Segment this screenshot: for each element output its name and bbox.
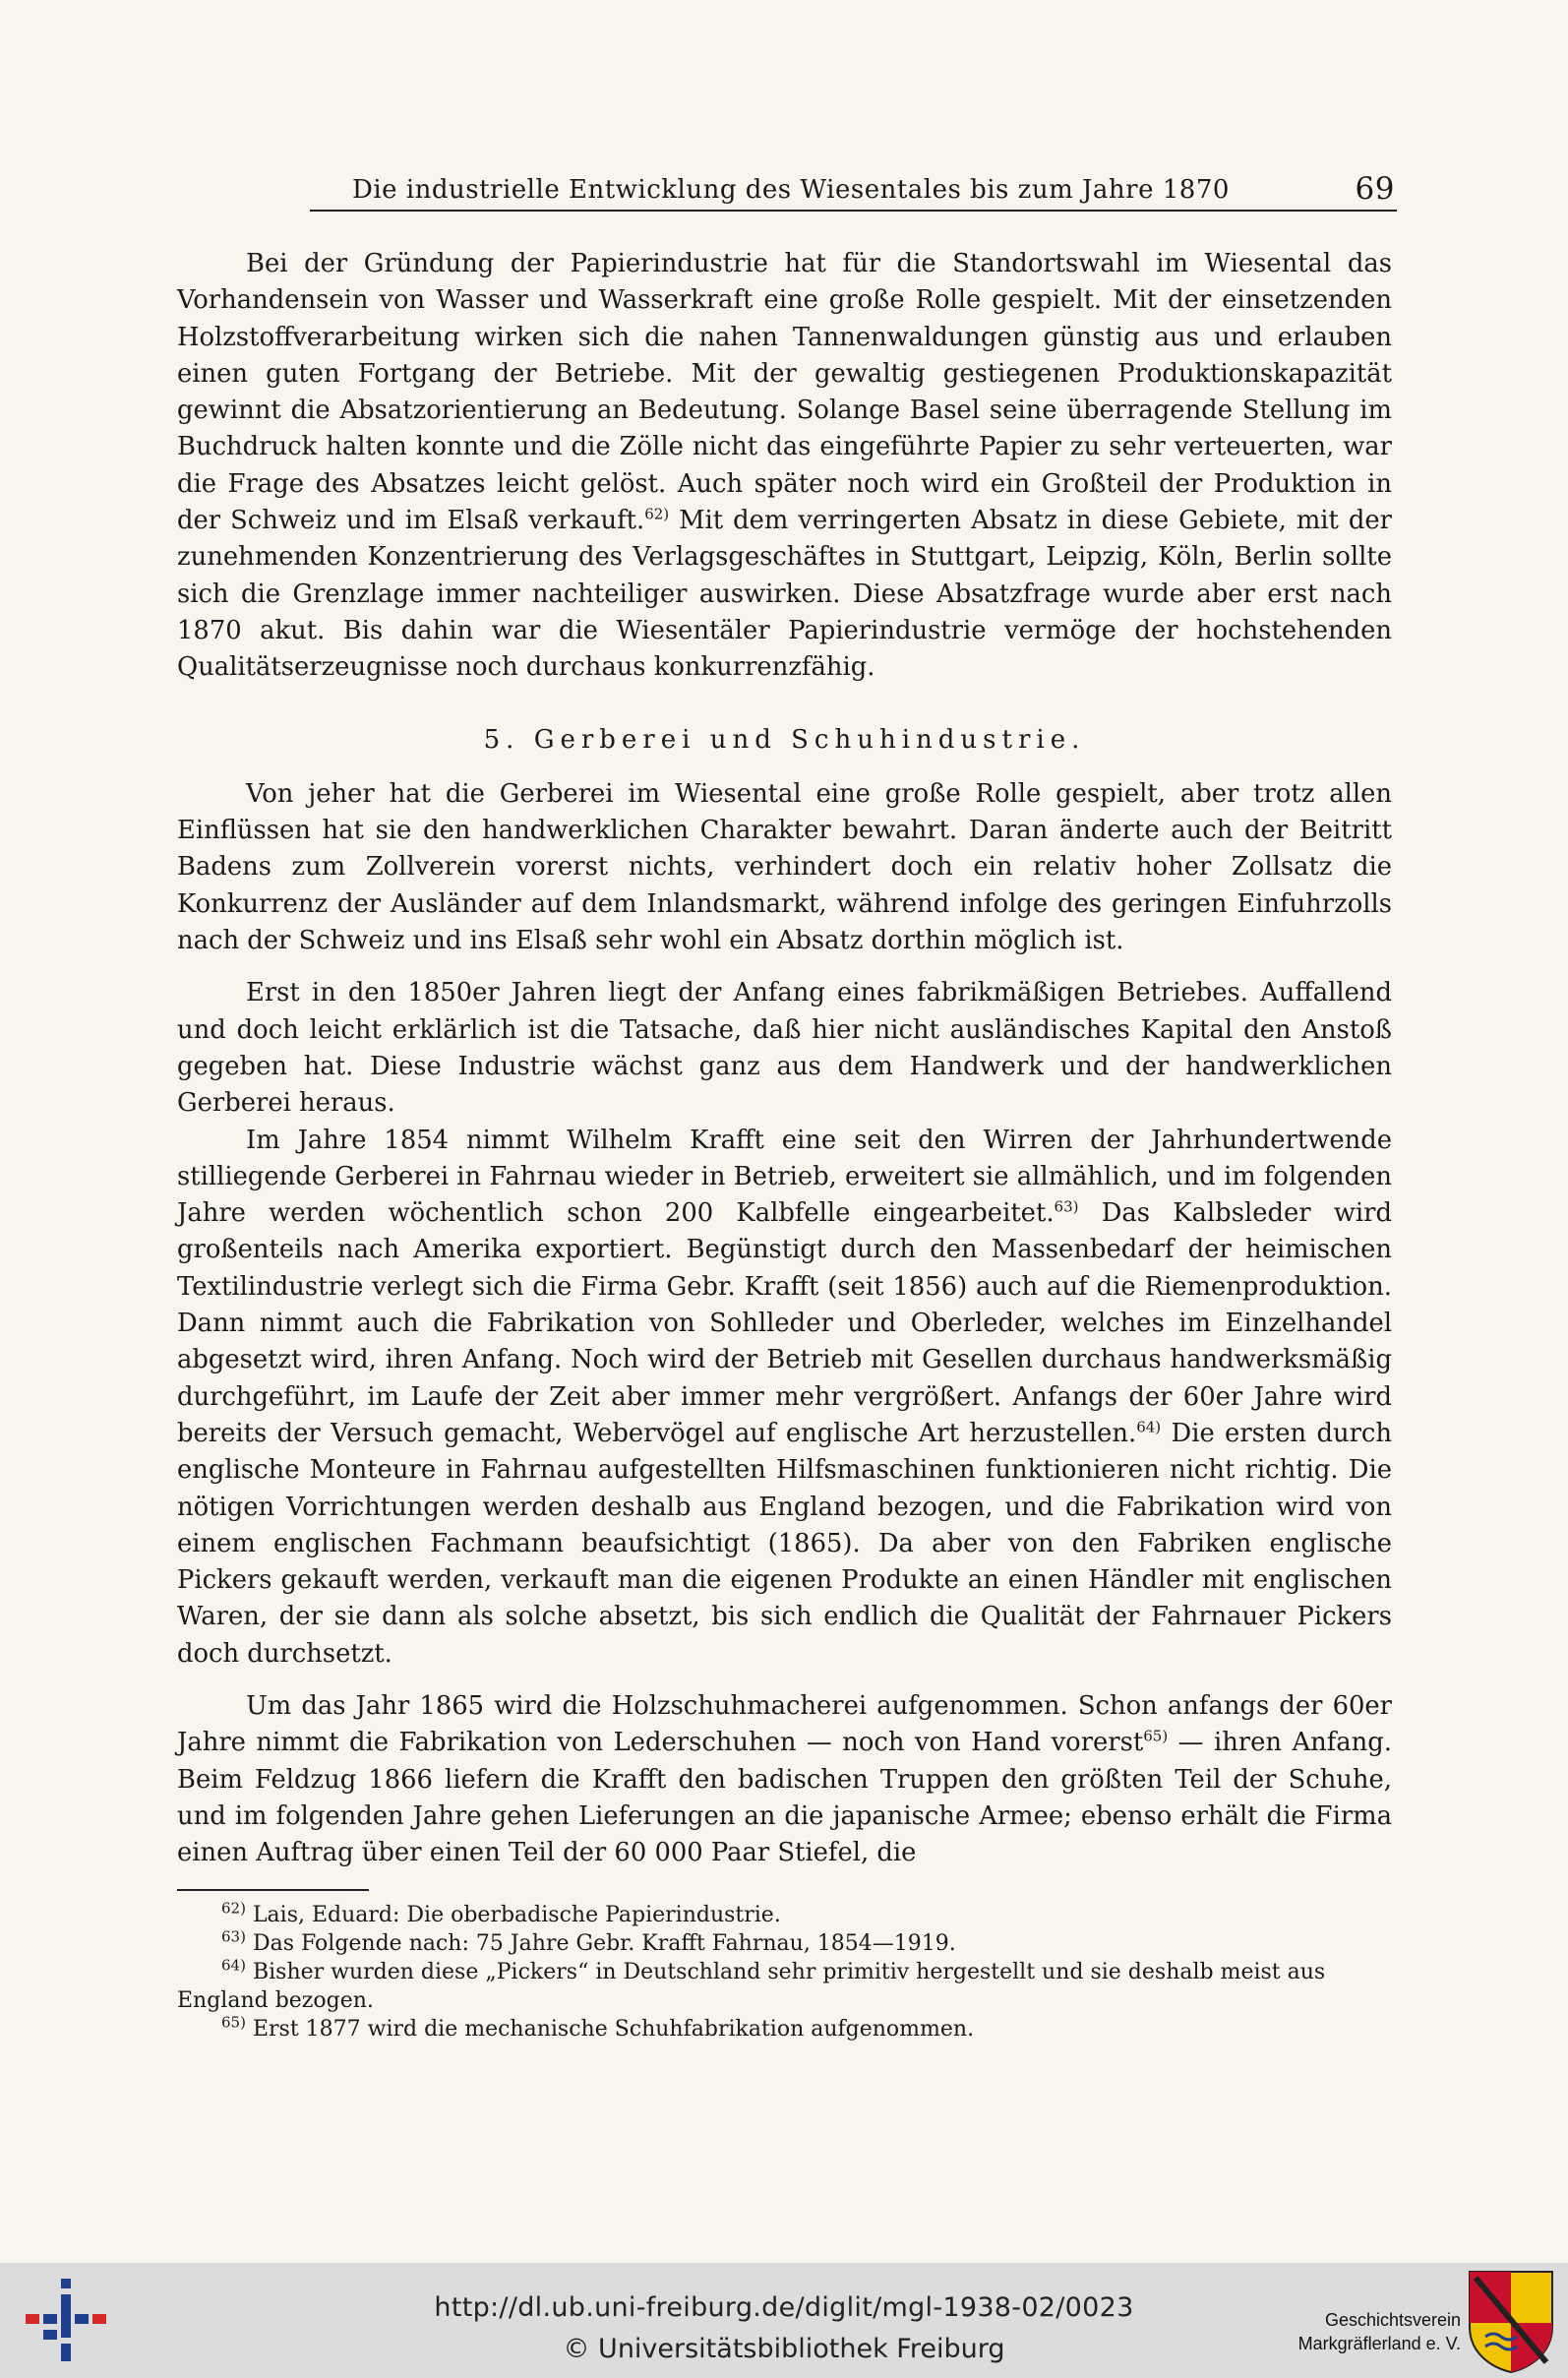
paragraph-text: Bei der Gründung der Papierindustrie hat für die Standortswahl im Wiesental das Vorhandensein von Wasser und Wasserkraft eine große Rolle gespielt. Mit der einsetzenden Holzstoffverarbeitung wirken sich die nahen Tannenwaldungen günstig aus und erlauben einen guten Fortgang der Betriebe. Mit der gewaltig gestiegenen Produktionskapazität gewinnt die Absatzorientierung an Bedeutung. Solange Basel seine überragende Stellung im Buchdruck halten konnte und die Zölle nicht das eingeführte Papier zu sehr verteuerten, war die Frage des Absatzes leicht gelöst. Auch später noch wird ein Großteil der Produktion in der Schweiz und im Elsaß verkauft.	[177, 249, 1392, 536]
paragraph	[177, 1688, 1392, 1871]
paragraph	[177, 1123, 1392, 1673]
paragraph-text: Mit dem verringerten Absatz in diese Gebiete, mit der zunehmenden Konzentrierung des Verlagsgeschäftes in Stuttgart, Leipzig, Köln, Berlin sollte sich die Grenzlage immer nachteiliger auswirken. Diese Absatzfrage wurde aber erst nach 1870 akut. Bis dahin war die Wiesentäler Papierindustrie vermöge der hochstehenden Qualitätserzeugnisse noch durchaus konkurrenzfähig.	[177, 506, 1392, 683]
header-rule	[310, 210, 1397, 212]
body-text	[177, 246, 1392, 1871]
paragraph	[177, 246, 1392, 687]
footnote-rule	[177, 1889, 369, 1891]
running-title: Die industrielle Entwicklung des Wiesentales bis zum Jahre 1870	[352, 175, 1230, 205]
footnote	[177, 1929, 1392, 1958]
page-number: 69	[1355, 171, 1395, 207]
footnote-ref: 65)	[1143, 1727, 1169, 1745]
permalink-url[interactable]: http://dl.ub.uni-freiburg.de/diglit/mgl-1938-02/0023	[434, 2292, 1134, 2323]
coat-of-arms-icon	[1466, 2268, 1556, 2374]
paragraph-text: Um das Jahr 1865 wird die Holzschuhmacherei aufgenommen. Schon anfangs der 60er Jahre nimmt die Fabrikation von Lederschuhen — noch von Hand vorerst	[177, 1690, 1392, 1758]
paragraph: Erst in den 1850er Jahren liegt der Anfang eines fabrikmäßigen Betriebes. Auffallend und doch leicht erklärlich ist die Tatsache, daß hier nicht ausländisches Kapital den Anstoß gegeben hat. Diese Industrie wächst ganz aus dem Handwerk und der handwerklichen Gerberei heraus.	[177, 978, 1392, 1119]
paragraph-text: Das Kalbsleder wird großenteils nach Amerika exportiert. Begünstigt durch den Massenbedarf der heimischen Textilindustrie verlegt sich die Firma Gebr. Krafft (seit 1856) auch auf die Riemenproduktion. Dann nimmt auch die Fabrikation von Sohlleder und Oberleder, welches im Einzelhandel abgesetzt wird, ihren Anfang. Noch wird der Betrieb mit Gesellen durchaus handwerksmäßig durchgeführt, im Laufe der Zeit aber immer mehr vergrößert. Anfangs der 60er Jahre wird bereits der Versuch gemacht, Webervögel auf englische Art herzustellen.	[177, 1198, 1392, 1448]
footnote-ref: 64)	[1136, 1418, 1162, 1436]
footnote	[177, 1958, 1392, 2015]
society-line: Geschichtsverein	[1324, 2310, 1461, 2330]
society-name	[1244, 2308, 1461, 2355]
footnotes	[177, 1901, 1392, 2043]
footnote-ref: 62)	[644, 505, 670, 523]
paragraph: Von jeher hat die Gerberei im Wiesental eine große Rolle gespielt, aber trotz allen Einflüssen hat sie den handwerklichen Charakter bewahrt. Daran änderte auch der Beitritt Badens zum Zollverein vorerst nichts, verhindert doch ein relativ hoher Zollsatz die Konkurrenz der Ausländer auf dem Inlandsmarkt, während infolge des geringen Einfuhrzolls nach der Schweiz und ins Elsaß sehr wohl ein Absatz dorthin möglich ist.	[177, 778, 1392, 956]
footnote-text: Lais, Eduard: Die oberbadische Papierindustrie.	[245, 1903, 781, 1927]
footnote	[177, 1901, 1392, 1929]
section-heading: 5. Gerberei und Schuhindustrie.	[483, 724, 1086, 755]
footnote	[177, 2015, 1392, 2043]
footnote-text: Bisher wurden diese „Pickers“ in Deutschland sehr primitiv hergestellt und sie deshalb meist aus England bezogen.	[177, 1960, 1326, 2013]
paragraph-text: Die ersten durch englische Monteure in Fahrnau aufgestellten Hilfsmaschinen funktionieren nicht richtig. Die nötigen Vorrichtungen werden deshalb aus England bezogen, und die Fabrikation wird von einem englischen Fachmann beaufsichtigt (1865). Da aber von den Fabriken englische Pickers gekauft werden, verkauft man die eigenen Produkte an einen Händler mit englischen Waren, der sie dann als solche absetzt, bis sich endlich die Qualität der Fahrnauer Pickers doch durchsetzt.	[177, 1418, 1392, 1669]
footnote-text: Das Folgende nach: 75 Jahre Gebr. Krafft Fahrnau, 1854—1919.	[245, 1931, 956, 1956]
society-line: Markgräflerland e. V.	[1297, 2334, 1461, 2353]
paragraph-text: Im Jahre 1854 nimmt Wilhelm Krafft eine seit den Wirren der Jahrhundertwende stilliegende Gerberei in Fahrnau wieder in Betrieb, erweitert sie allmählich, und im folgenden Jahre werden wöchentlich schon 200 Kalbfelle eingearbeitet.	[177, 1125, 1392, 1229]
footnote-ref: 63)	[1054, 1197, 1079, 1216]
copyright-notice: © Universitätsbibliothek Freiburg	[563, 2334, 1005, 2364]
running-header	[175, 167, 1395, 214]
footnote-number: 64)	[221, 1956, 246, 1975]
footnote-number: 63)	[221, 1927, 246, 1946]
footnote-text: Erst 1877 wird die mechanische Schuhfabrikation aufgenommen.	[245, 2017, 975, 2042]
footnote-number: 65)	[221, 2013, 246, 2032]
paragraph-text: — ihren Anfang. Beim Feldzug 1866 liefern die Krafft den badischen Truppen den größten Teil der Schuhe, und im folgenden Jahre gehen Lieferungen an die japanische Armee; ebenso erhält die Firma einen Auftrag über einen Teil der 60 000 Paar Stiefel, die	[177, 1728, 1392, 1868]
footnote-number: 62)	[221, 1899, 246, 1918]
